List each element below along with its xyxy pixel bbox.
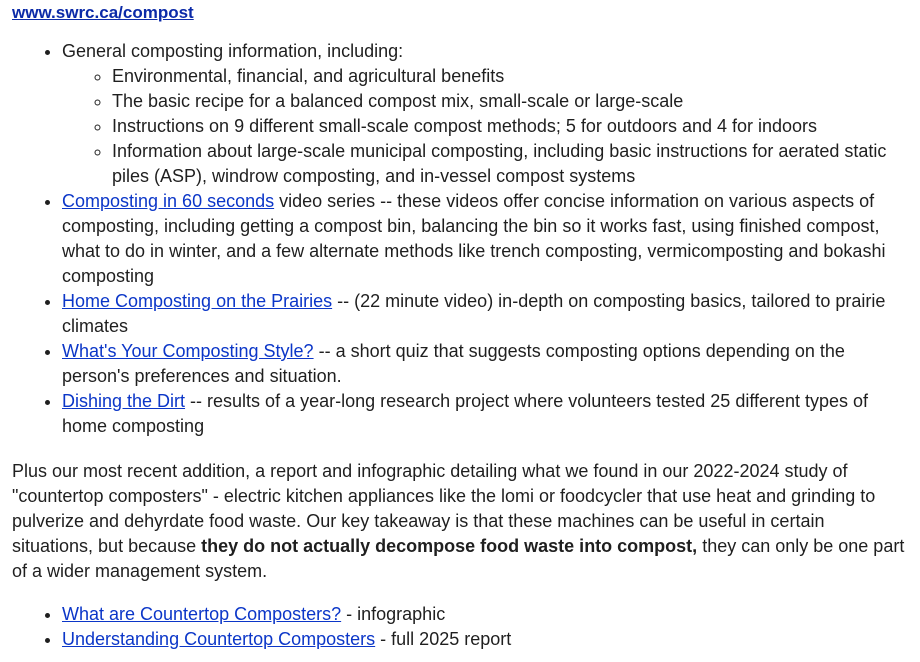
list-item-general [62,39,906,189]
dishing-the-dirt-link[interactable]: Dishing the Dirt [62,391,186,411]
list-item-text: -- (22 minute video) in-depth on composting basics, tailored to prairie climates [62,291,886,336]
addition-text: Plus our most recent addition, a report and infographic detailing what we found in our 2022-2024 study of "countertop composters" - electric kitchen appliances like the lomi or foodcycler that use heat and grinding to pulverize and dehyrdate food waste. Our key takeaway is that these machines can be useful in certain situations, but because [12,461,876,556]
sub-list-item: ◦ Environmental, financial, and agricultural benefits [112,64,906,89]
resource-list [12,39,906,439]
addition-key-takeaway: they do not actually decompose food waste into compost, [201,536,698,556]
list-item-infographic [62,602,906,627]
site-link[interactable]: www.swrc.ca/compost [12,3,194,22]
general-intro: General composting information, including: [62,41,404,61]
report-list [12,602,906,652]
countertop-infographic-link[interactable]: What are Countertop Composters? [62,604,342,624]
sub-list-item: ◦ Instructions on 9 different small-scale compost methods; 5 for outdoors and 4 for indoors [112,114,906,139]
home-composting-prairies-link[interactable]: Home Composting on the Prairies [62,291,333,311]
countertop-addition-paragraph [12,459,906,584]
list-item-style-quiz [62,339,906,389]
list-item-text: - full 2025 report [375,629,512,649]
list-item-text: -- results of a year-long research project where volunteers tested 25 different types of home composting [62,391,869,436]
composting-style-quiz-link[interactable]: What's Your Composting Style? [62,341,314,361]
countertop-report-link[interactable]: Understanding Countertop Composters [62,629,376,649]
sub-list-item: ◦ Information about large-scale municipal composting, including basic instructions for aerated static piles (ASP), windrow composting, and in-vessel compost systems [112,139,906,189]
general-sub-list [62,64,906,189]
list-item-report [62,627,906,652]
list-item-prairies [62,289,906,339]
addition-text-end: they can only be one part of a wider management system. [12,536,905,581]
list-item-text: - infographic [341,604,446,624]
composting-in-60-seconds-link[interactable]: Composting in 60 seconds [62,191,275,211]
list-item-dishing-dirt [62,389,906,439]
sub-list-item: ◦ The basic recipe for a balanced compost mix, small-scale or large-scale [112,89,906,114]
list-item-text: -- a short quiz that suggests composting options depending on the person's preferences and situation. [62,341,845,386]
list-item-text: video series -- these videos offer concise information on various aspects of composting, including getting a compost bin, balancing the bin so it works fast, using finished compost, what to do in winter, and a few alternate methods like trench composting, vermicomposting and bokashi composting [62,191,886,286]
list-item-composting-60 [62,189,906,289]
